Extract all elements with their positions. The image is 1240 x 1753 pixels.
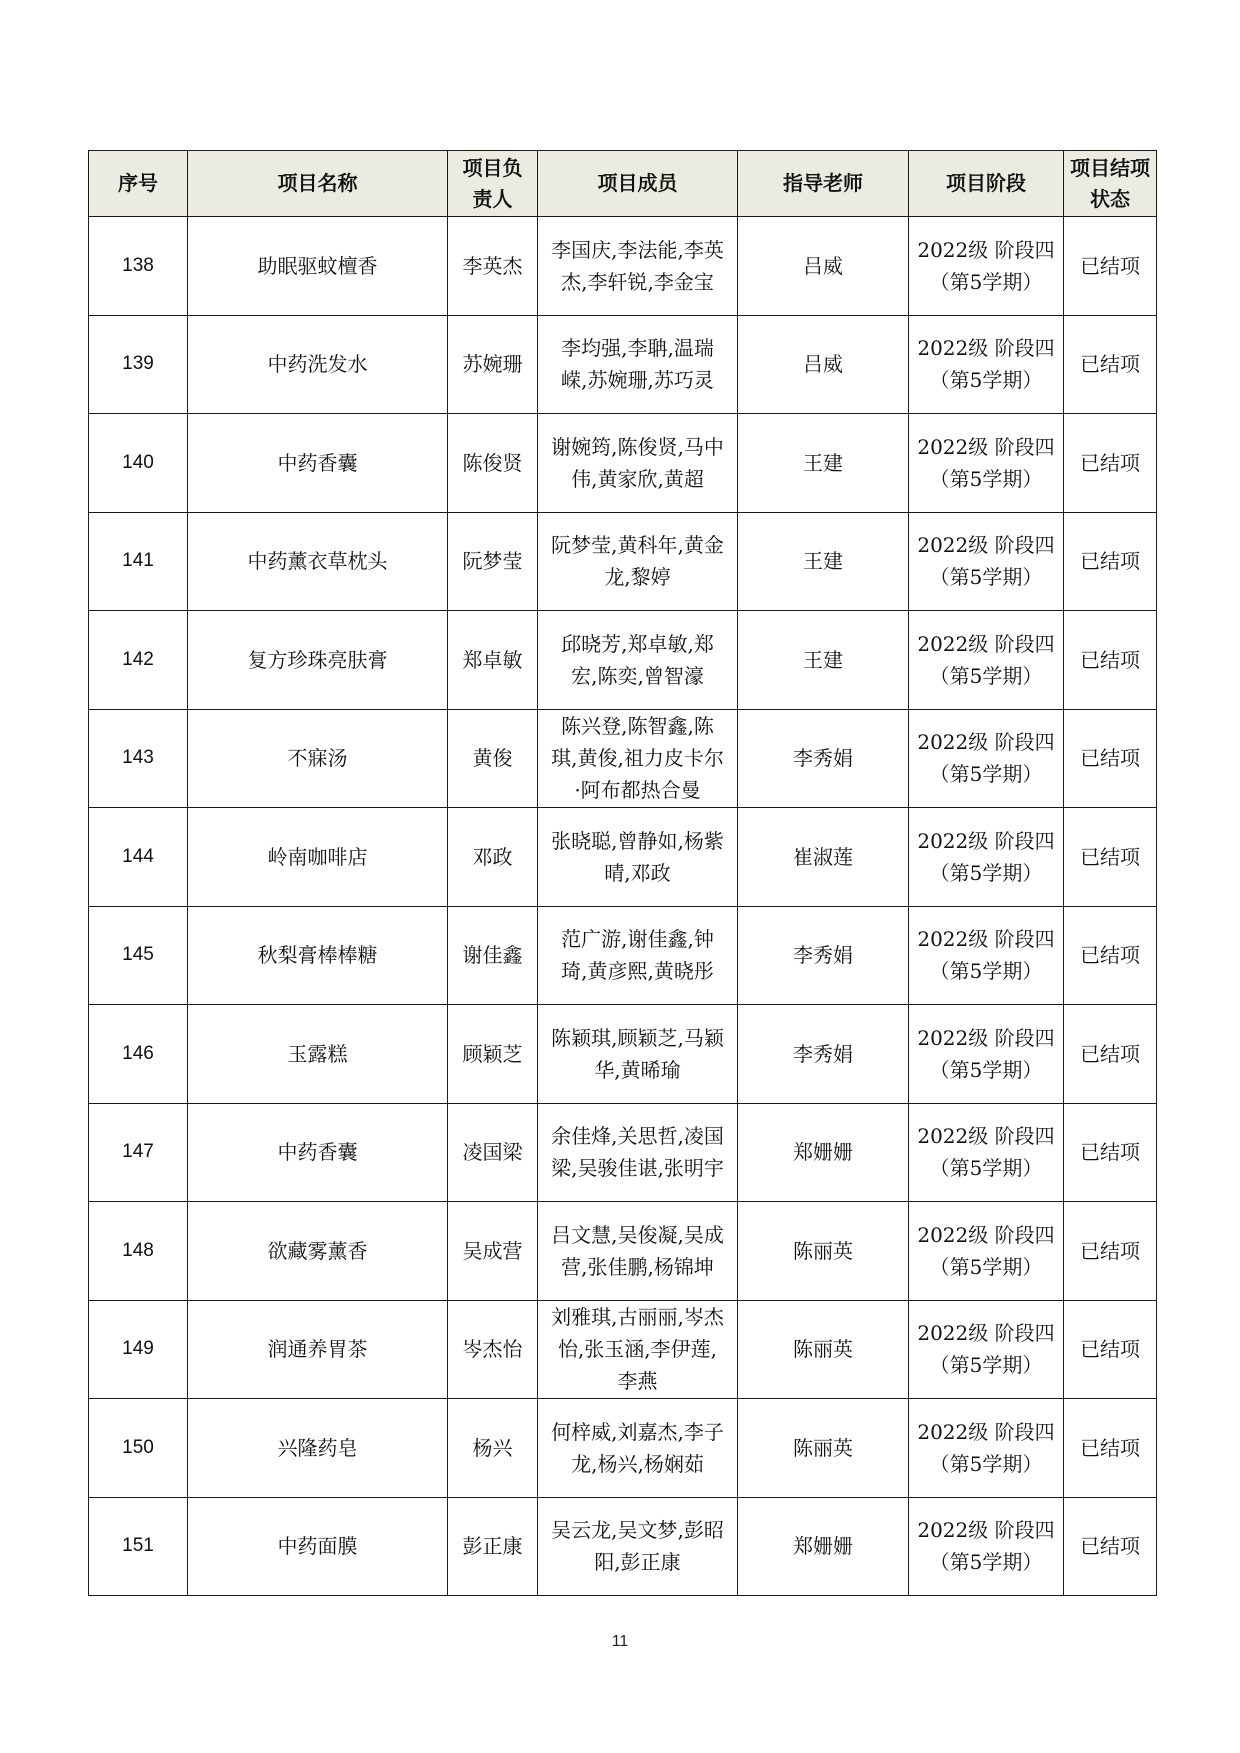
header-teacher: 指导老师 [738,151,909,217]
cell-status: 已结项 [1064,217,1157,316]
cell-no: 146 [89,1005,188,1104]
table-row [89,1103,1157,1202]
cell-no: 148 [89,1202,188,1301]
cell-stage: 2022级 阶段四（第5学期） [909,1103,1064,1202]
cell-members: 邱晓芳,郑卓敏,郑宏,陈奕,曾智濠 [538,611,738,710]
cell-members: 陈颖琪,顾颖芝,马颖华,黄晞瑜 [538,1005,738,1104]
cell-stage: 2022级 阶段四（第5学期） [909,611,1064,710]
header-name: 项目名称 [188,151,448,217]
cell-members: 刘雅琪,古丽丽,岑杰怡,张玉涵,李伊莲,李燕 [538,1300,738,1399]
cell-project-name: 中药面膜 [188,1497,448,1596]
table-row [89,1497,1157,1596]
cell-stage: 2022级 阶段四（第5学期） [909,1300,1064,1399]
cell-no: 149 [89,1300,188,1399]
table-row [89,512,1157,611]
cell-project-name: 中药薰衣草枕头 [188,512,448,611]
cell-leader: 李英杰 [448,217,538,316]
cell-teacher: 李秀娟 [738,709,909,808]
table-header-row [89,151,1157,217]
cell-project-name: 欲藏雾薰香 [188,1202,448,1301]
cell-members: 陈兴登,陈智鑫,陈琪,黄俊,祖力皮卡尔·阿布都热合曼 [538,709,738,808]
cell-stage: 2022级 阶段四（第5学期） [909,512,1064,611]
cell-status: 已结项 [1064,315,1157,414]
cell-stage: 2022级 阶段四（第5学期） [909,1399,1064,1498]
cell-leader: 吴成营 [448,1202,538,1301]
cell-leader: 谢佳鑫 [448,906,538,1005]
header-members: 项目成员 [538,151,738,217]
cell-no: 144 [89,808,188,907]
cell-stage: 2022级 阶段四（第5学期） [909,808,1064,907]
cell-project-name: 中药香囊 [188,414,448,513]
cell-members: 范广游,谢佳鑫,钟琦,黄彦熙,黄晓彤 [538,906,738,1005]
cell-leader: 苏婉珊 [448,315,538,414]
cell-members: 吕文慧,吴俊凝,吴成营,张佳鹏,杨锦坤 [538,1202,738,1301]
table-body [89,217,1157,1596]
cell-stage: 2022级 阶段四（第5学期） [909,315,1064,414]
cell-stage: 2022级 阶段四（第5学期） [909,414,1064,513]
table-row [89,1300,1157,1399]
cell-no: 145 [89,906,188,1005]
cell-status: 已结项 [1064,1103,1157,1202]
cell-members: 李国庆,李法能,李英杰,李轩锐,李金宝 [538,217,738,316]
header-status: 项目结项状态 [1064,151,1157,217]
page-number: 11 [611,1633,629,1650]
cell-project-name: 助眠驱蚊檀香 [188,217,448,316]
table-row [89,1202,1157,1301]
cell-no: 141 [89,512,188,611]
cell-leader: 黄俊 [448,709,538,808]
cell-stage: 2022级 阶段四（第5学期） [909,1497,1064,1596]
cell-project-name: 岭南咖啡店 [188,808,448,907]
cell-no: 143 [89,709,188,808]
cell-status: 已结项 [1064,1300,1157,1399]
table-row [89,808,1157,907]
cell-status: 已结项 [1064,1202,1157,1301]
cell-status: 已结项 [1064,1497,1157,1596]
cell-teacher: 王建 [738,414,909,513]
cell-leader: 阮梦莹 [448,512,538,611]
cell-stage: 2022级 阶段四（第5学期） [909,217,1064,316]
cell-stage: 2022级 阶段四（第5学期） [909,906,1064,1005]
cell-status: 已结项 [1064,512,1157,611]
cell-teacher: 陈丽英 [738,1399,909,1498]
cell-stage: 2022级 阶段四（第5学期） [909,1202,1064,1301]
header-stage: 项目阶段 [909,151,1064,217]
cell-members: 张晓聪,曾静如,杨紫晴,邓政 [538,808,738,907]
cell-teacher: 陈丽英 [738,1202,909,1301]
cell-teacher: 李秀娟 [738,906,909,1005]
cell-leader: 郑卓敏 [448,611,538,710]
cell-no: 139 [89,315,188,414]
cell-no: 138 [89,217,188,316]
cell-project-name: 兴隆药皂 [188,1399,448,1498]
cell-project-name: 秋梨膏棒棒糖 [188,906,448,1005]
cell-status: 已结项 [1064,611,1157,710]
cell-leader: 岑杰怡 [448,1300,538,1399]
table-row [89,906,1157,1005]
cell-teacher: 崔淑莲 [738,808,909,907]
cell-no: 147 [89,1103,188,1202]
cell-leader: 顾颖芝 [448,1005,538,1104]
cell-project-name: 玉露糕 [188,1005,448,1104]
cell-stage: 2022级 阶段四（第5学期） [909,709,1064,808]
cell-project-name: 中药香囊 [188,1103,448,1202]
table-row [89,709,1157,808]
table-row [89,217,1157,316]
cell-teacher: 王建 [738,611,909,710]
cell-project-name: 复方珍珠亮肤膏 [188,611,448,710]
cell-status: 已结项 [1064,414,1157,513]
cell-teacher: 吕威 [738,217,909,316]
cell-no: 142 [89,611,188,710]
cell-leader: 彭正康 [448,1497,538,1596]
cell-status: 已结项 [1064,1399,1157,1498]
cell-stage: 2022级 阶段四（第5学期） [909,1005,1064,1104]
cell-teacher: 王建 [738,512,909,611]
cell-status: 已结项 [1064,808,1157,907]
cell-status: 已结项 [1064,709,1157,808]
cell-leader: 邓政 [448,808,538,907]
cell-leader: 陈俊贤 [448,414,538,513]
cell-project-name: 中药洗发水 [188,315,448,414]
cell-teacher: 陈丽英 [738,1300,909,1399]
table-row [89,1399,1157,1498]
cell-project-name: 润通养胃茶 [188,1300,448,1399]
header-leader: 项目负责人 [448,151,538,217]
cell-teacher: 李秀娟 [738,1005,909,1104]
cell-members: 何梓威,刘嘉杰,李子龙,杨兴,杨娴茹 [538,1399,738,1498]
cell-teacher: 郑姗姗 [738,1103,909,1202]
header-no: 序号 [89,151,188,217]
cell-teacher: 吕威 [738,315,909,414]
cell-no: 140 [89,414,188,513]
cell-no: 150 [89,1399,188,1498]
cell-members: 阮梦莹,黄科年,黄金龙,黎婷 [538,512,738,611]
cell-status: 已结项 [1064,1005,1157,1104]
cell-leader: 凌国梁 [448,1103,538,1202]
cell-teacher: 郑姗姗 [738,1497,909,1596]
cell-status: 已结项 [1064,906,1157,1005]
table-row [89,611,1157,710]
cell-members: 吴云龙,吴文梦,彭昭阳,彭正康 [538,1497,738,1596]
table-row [89,414,1157,513]
cell-members: 谢婉筠,陈俊贤,马中伟,黄家欣,黄超 [538,414,738,513]
cell-no: 151 [89,1497,188,1596]
cell-leader: 杨兴 [448,1399,538,1498]
cell-members: 余佳烽,关思哲,凌国梁,吴骏佳谌,张明宇 [538,1103,738,1202]
table-row [89,315,1157,414]
cell-project-name: 不寐汤 [188,709,448,808]
table-row [89,1005,1157,1104]
cell-members: 李均强,李聃,温瑞嵘,苏婉珊,苏巧灵 [538,315,738,414]
projects-table [88,150,1157,1596]
